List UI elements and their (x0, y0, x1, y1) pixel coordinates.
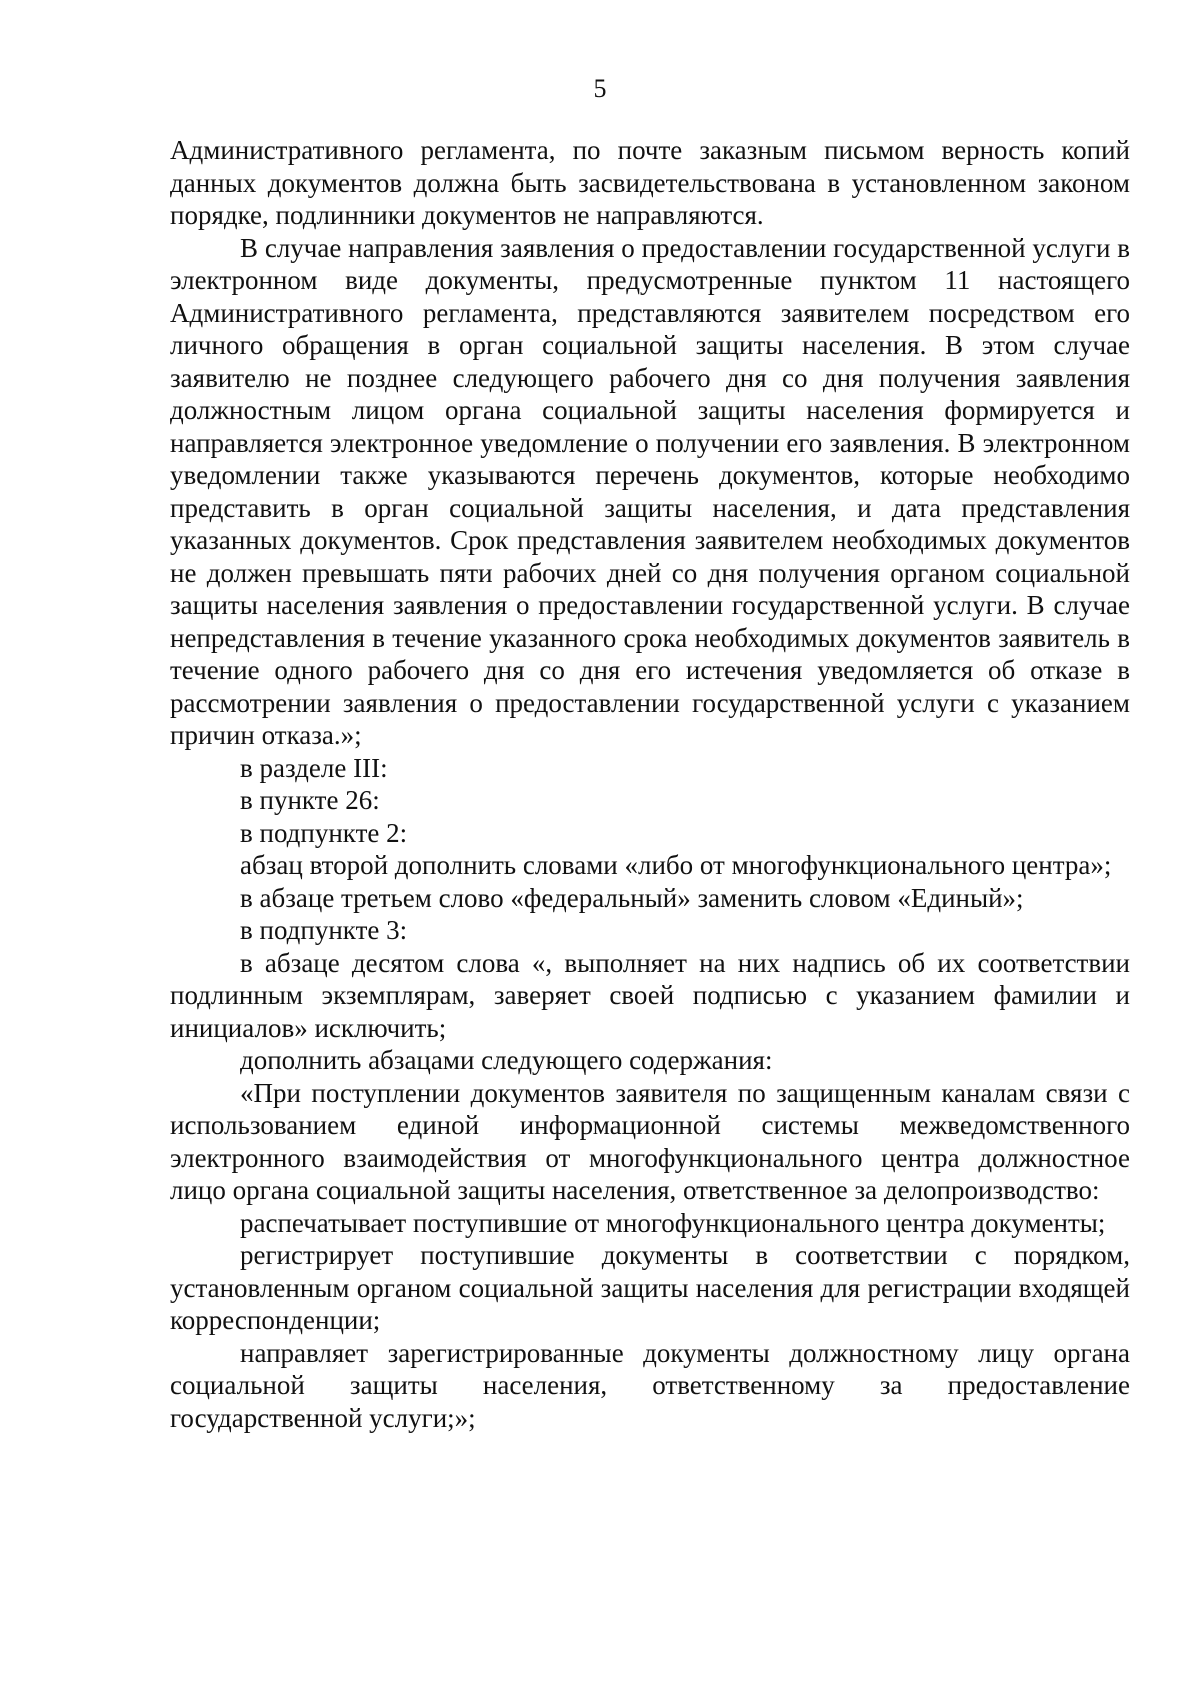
paragraph-continuation: Административного регламента, по почте заказным письмом верность копий данных документов должна быть засвидетельствована в установленном законом порядке, подлинники документов не направляются. (170, 135, 1130, 230)
paragraph-second-abzac: абзац второй дополнить словами «либо от многофункционального центра»; (240, 850, 1112, 880)
paragraph-subpoint-2: в подпункте 2: (240, 817, 408, 848)
paragraph-electronic-application: В случае направления заявления о предоставлении государственной услуги в электронном виде документы, предусмотренные пунктом 11 настоящего Административного регламента, представляются заявителем посредством его личного обращения в орган социальной защиты населения. В этом случае заявителю не позднее следующего рабочего дня со дня получения заявления должностным лицом органа социальной защиты населения формируется и направляется электронное уведомление о получении его заявления. В электронном уведомлении также указываются перечень документов, которые необходимо представить в орган социальной защиты населения, и дата представления указанных документов. Срок представления заявителем необходимых документов не должен превышать пяти рабочих дней со дня получения органом социальной защиты населения заявления о предоставлении государственной услуги. В случае непредставления в течение указанного срока необходимых документов заявитель в течение одного рабочего дня со дня его истечения уведомляется об отказе в рассмотрении заявления о предоставлении государственной услуги с указанием причин отказа.»; (170, 232, 1130, 750)
page-number: 5 (593, 74, 607, 103)
paragraph-point-26: в пункте 26: (240, 785, 380, 815)
paragraph-subpoint-3: в подпункте 3: (240, 915, 408, 945)
paragraph-documents-receipt: «При поступлении документов заявителя по защищенным каналам связи с использованием единой информационной системы межведомственного электронного взаимодействия от многофункционального центра должностное лицо органа социальной защиты населения, ответственное за делопроизводство: (170, 1077, 1130, 1205)
paragraph-tenth-abzac: в абзаце десятом слова «, выполняет на них надпись об их соответствии подлинным экземплярам, заверяет своей подписью с указанием фамилии и инициалов» исключить; (170, 947, 1130, 1043)
paragraph-prints: распечатывает поступившие от многофункционального центра документы; (240, 1207, 1106, 1238)
paragraph-section-iii: в разделе III: (240, 752, 388, 783)
document-body (170, 134, 1130, 1434)
paragraph-third-abzac: в абзаце третьем слово «федеральный» заменить словом «Единый»; (240, 882, 1024, 913)
paragraph-add-abzacs: дополнить абзацами следующего содержания: (240, 1045, 773, 1075)
paragraph-forwards: направляет зарегистрированные документы должностному лицу органа социальной защиты населения, ответственному за предоставление государственной услуги;»; (170, 1337, 1130, 1433)
paragraph-registers: регистрирует поступившие документы в соответствии с порядком, установленным органом социальной защиты населения для регистрации входящей корреспонденции; (170, 1240, 1130, 1335)
